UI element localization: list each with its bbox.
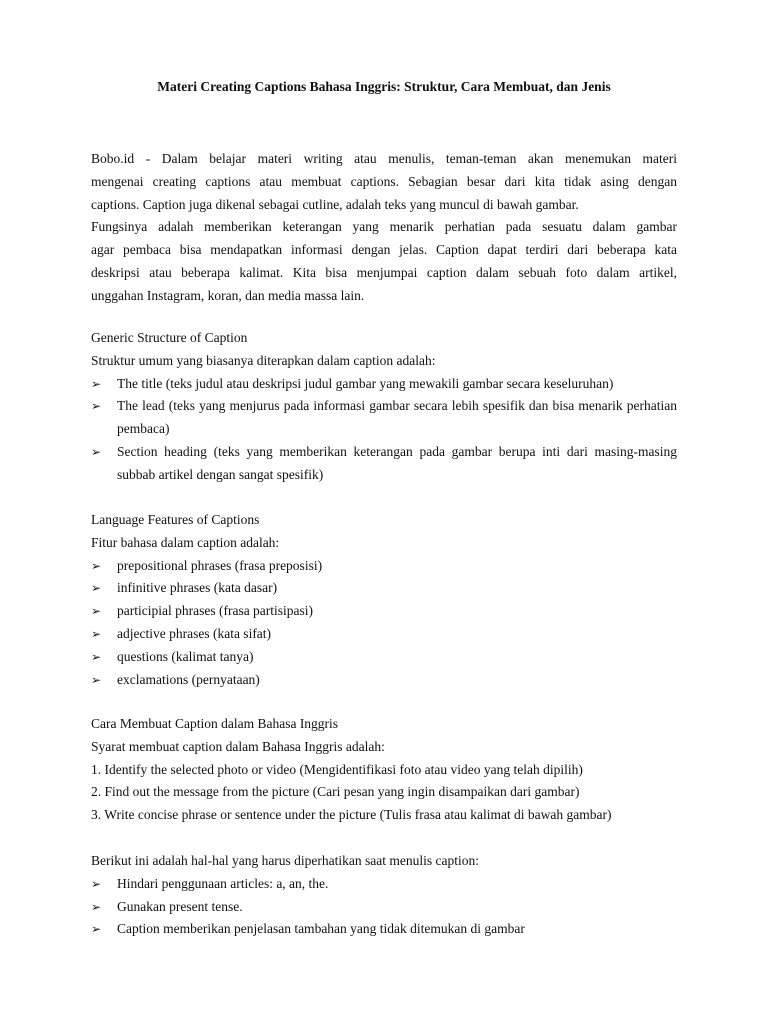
intro-paragraph — [91, 148, 677, 308]
intro-line: Fungsinya adalah memberikan keterangan yang menarik perhatian pada sesuatu dalam gambar — [91, 219, 677, 235]
list-item: ➢ Caption memberikan penjelasan tambahan yang tidak ditemukan di gambar — [91, 918, 677, 941]
list-item: ➢ Gunakan present tense. — [91, 896, 677, 919]
intro-line: agar pembaca bisa mendapatkan informasi dengan jelas. Caption dapat terdiri dari beberapa kata — [91, 242, 677, 258]
language-list — [91, 555, 677, 692]
arrowhead-bullet-icon: ➢ — [91, 444, 102, 459]
list-item: ➢ questions (kalimat tanya) — [91, 646, 677, 669]
document-title: Materi Creating Captions Bahasa Inggris: Struktur, Cara Membuat, dan Jenis — [157, 79, 611, 94]
arrowhead-bullet-icon: ➢ — [91, 376, 102, 391]
arrowhead-bullet-icon: ➢ — [91, 399, 102, 414]
arrowhead-bullet-icon: ➢ — [91, 672, 102, 687]
section-intro: Syarat membuat caption dalam Bahasa Inggris adalah: — [91, 738, 385, 754]
section-intro: Struktur umum yang biasanya diterapkan dalam caption adalah: — [91, 352, 436, 368]
list-item: ➢ prepositional phrases (frasa preposisi) — [91, 555, 677, 578]
arrowhead-bullet-icon: ➢ — [91, 581, 102, 596]
section-intro: Fitur bahasa dalam caption adalah: — [91, 534, 280, 550]
section-heading: Generic Structure of Caption — [91, 330, 248, 345]
list-item: ➢ adjective phrases (kata sifat) — [91, 623, 677, 646]
arrowhead-bullet-icon: ➢ — [91, 899, 102, 914]
intro-line: Bobo.id - Dalam belajar materi writing atau menulis, teman-teman akan menemukan materi — [91, 151, 677, 166]
section-heading: Cara Membuat Caption dalam Bahasa Inggris — [91, 716, 339, 731]
intro-line: captions. Caption juga dikenal sebagai cutline, adalah teks yang muncul di bawah gambar. — [91, 196, 579, 212]
intro-line: unggahan Instagram, koran, dan media massa lain. — [91, 287, 365, 303]
numbered-step: 2. Find out the message from the picture (Cari pesan yang ingin disampaikan dari gambar) — [91, 784, 580, 800]
arrowhead-bullet-icon: ➢ — [91, 604, 102, 619]
list-item: ➢ Section heading (teks yang memberikan keterangan pada gambar berupa inti dari masing-masing subbab artikel dengan sangat spesifik) — [91, 441, 677, 487]
list-item: ➢ exclamations (pernyataan) — [91, 669, 677, 692]
structure-list — [91, 373, 677, 487]
arrowhead-bullet-icon: ➢ — [91, 558, 102, 573]
list-item: ➢ participial phrases (frasa partisipasi) — [91, 600, 677, 623]
list-item: ➢ infinitive phrases (kata dasar) — [91, 577, 677, 600]
list-item: ➢ The title (teks judul atau deskripsi judul gambar yang mewakili gambar secara keseluruhan) — [91, 373, 677, 396]
arrowhead-bullet-icon: ➢ — [91, 876, 102, 891]
section-heading: Language Features of Captions — [91, 512, 260, 527]
language-section — [91, 509, 677, 691]
numbered-step: 3. Write concise phrase or sentence under the picture (Tulis frasa atau kalimat di bawah gambar) — [91, 807, 612, 823]
notes-section — [91, 850, 677, 941]
section-intro: Berikut ini adalah hal-hal yang harus diperhatikan saat menulis caption: — [91, 853, 480, 868]
how-to-section — [91, 713, 677, 827]
notes-list — [91, 873, 677, 941]
list-item: ➢ Hindari penggunaan articles: a, an, the. — [91, 873, 677, 896]
intro-line: deskripsi atau beberapa kalimat. Kita bisa menjumpai caption dalam sebuah foto dalam artikel, — [91, 264, 677, 280]
numbered-step: 1. Identify the selected photo or video (Mengidentifikasi foto atau video yang telah dipilih) — [91, 761, 583, 777]
arrowhead-bullet-icon: ➢ — [91, 626, 102, 641]
arrowhead-bullet-icon: ➢ — [91, 922, 102, 937]
arrowhead-bullet-icon: ➢ — [91, 649, 102, 664]
list-item: ➢ The lead (teks yang menjurus pada informasi gambar secara lebih spesifik dan bisa menarik perhatian pembaca) — [91, 395, 677, 441]
structure-section — [91, 327, 677, 487]
intro-line: mengenai creating captions atau membuat captions. Sebagian besar dari kita tidak asing dengan — [91, 173, 677, 189]
